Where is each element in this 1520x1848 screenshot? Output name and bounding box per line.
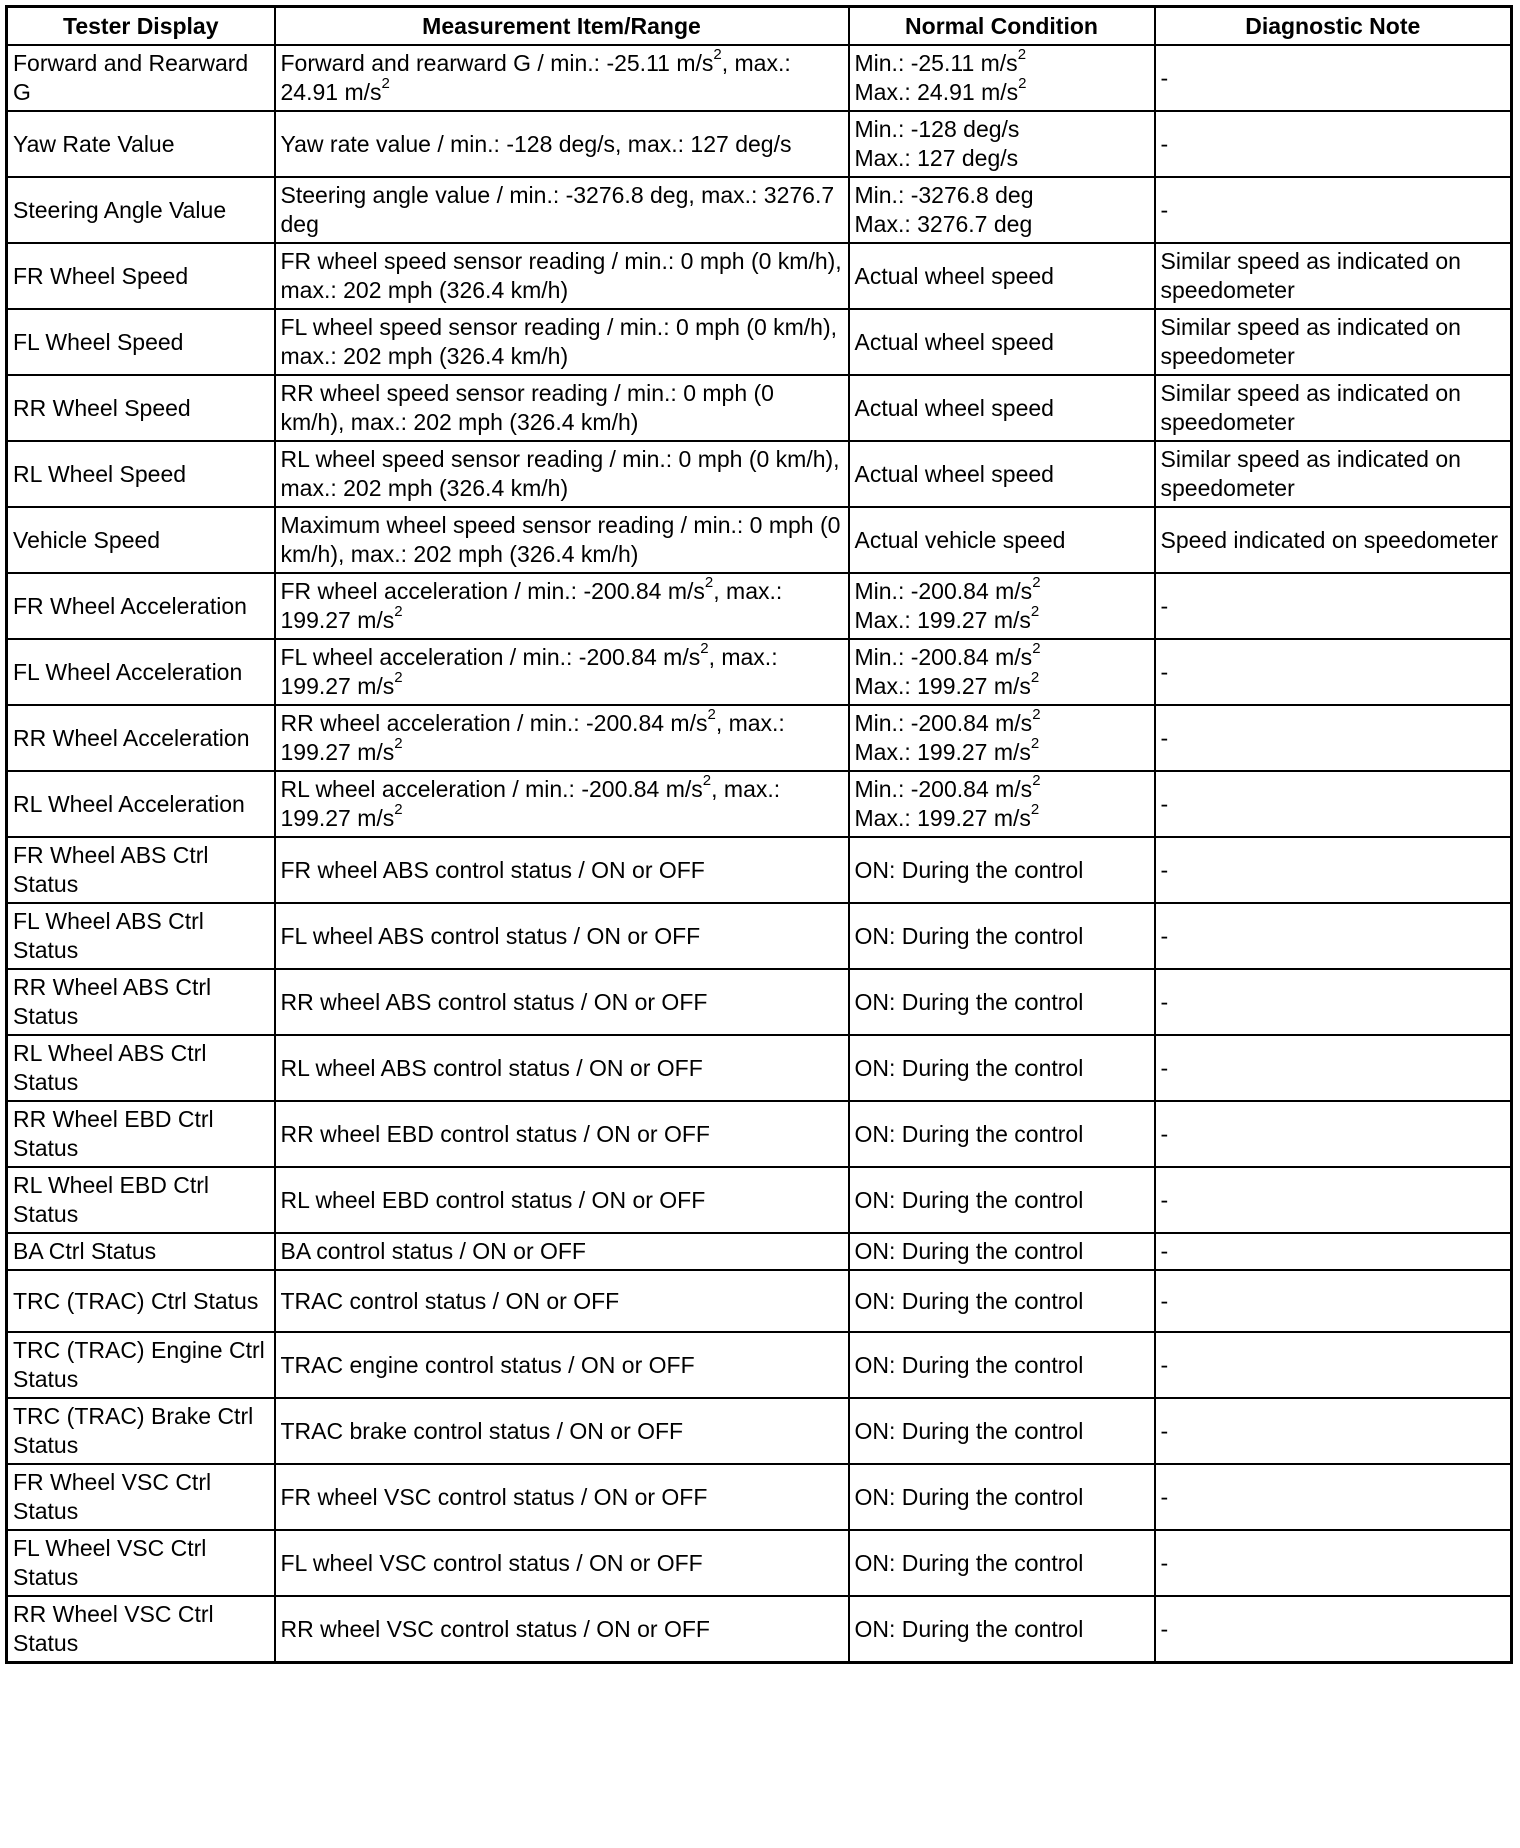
cell-tester-display: FL Wheel Speed [7, 309, 275, 375]
normal-condition-line: Min.: -25.11 $m/s^2$ [854, 46, 1027, 76]
normal-condition-line: Max.: 199.27 $m/s^2$ [854, 669, 1040, 699]
cell-normal-condition [849, 771, 1155, 837]
cell-normal-condition [849, 1167, 1155, 1233]
cell-normal-condition [849, 1530, 1155, 1596]
normal-condition-line: Min.: -128 deg/s [854, 116, 1020, 142]
cell-measurement-range: RL wheel speed sensor reading / min.: 0 mph (0 km/h), max.: 202 mph (326.4 km/h) [275, 441, 849, 507]
cell-normal-condition [849, 837, 1155, 903]
cell-normal-condition [849, 969, 1155, 1035]
cell-tester-display: TRC (TRAC) Engine Ctrl Status [7, 1332, 275, 1398]
cell-measurement-range: FL wheel ABS control status / ON or OFF [275, 903, 849, 969]
normal-condition-line: ON: During the control [854, 1483, 1084, 1510]
table-row [7, 243, 1512, 309]
table-row [7, 639, 1512, 705]
table-row [7, 45, 1512, 111]
cell-tester-display: FR Wheel Speed [7, 243, 275, 309]
table-header [7, 7, 1512, 46]
cell-tester-display: TRC (TRAC) Ctrl Status [7, 1270, 275, 1332]
normal-condition-line: Actual wheel speed [854, 328, 1054, 355]
data-list-table [5, 5, 1513, 1664]
cell-tester-display: RL Wheel EBD Ctrl Status [7, 1167, 275, 1233]
cell-diagnostic-note: - [1155, 573, 1512, 639]
cell-measurement-range: RR wheel VSC control status / ON or OFF [275, 1596, 849, 1663]
table-row [7, 1332, 1512, 1398]
cell-tester-display: Yaw Rate Value [7, 111, 275, 177]
cell-diagnostic-note: Similar speed as indicated on speedometer [1155, 375, 1512, 441]
cell-normal-condition [849, 1596, 1155, 1663]
cell-measurement-range: Forward and rearward G / min.: -25.11 $m/s^2$, max.: 24.91 $m/s^2$ [275, 45, 849, 111]
cell-diagnostic-note: - [1155, 111, 1512, 177]
cell-measurement-range: FR wheel acceleration / min.: -200.84 $m/s^2$, max.: 199.27 $m/s^2$ [275, 573, 849, 639]
cell-measurement-range: RR wheel speed sensor reading / min.: 0 mph (0 km/h), max.: 202 mph (326.4 km/h) [275, 375, 849, 441]
normal-condition-line: Actual wheel speed [854, 460, 1054, 487]
cell-measurement-range: Steering angle value / min.: -3276.8 deg, max.: 3276.7 deg [275, 177, 849, 243]
cell-tester-display: FL Wheel ABS Ctrl Status [7, 903, 275, 969]
cell-tester-display: FL Wheel VSC Ctrl Status [7, 1530, 275, 1596]
normal-condition-line: Min.: -200.84 $m/s^2$ [854, 772, 1041, 802]
table-row [7, 507, 1512, 573]
header-measurement-item-range: Measurement Item/Range [275, 7, 849, 46]
cell-diagnostic-note: - [1155, 1270, 1512, 1332]
cell-measurement-range: RL wheel acceleration / min.: -200.84 $m/s^2$, max.: 199.27 $m/s^2$ [275, 771, 849, 837]
normal-condition-line: Max.: 199.27 $m/s^2$ [854, 603, 1040, 633]
cell-normal-condition [849, 111, 1155, 177]
table-row [7, 111, 1512, 177]
cell-diagnostic-note: - [1155, 1101, 1512, 1167]
cell-tester-display: RL Wheel Speed [7, 441, 275, 507]
table-row [7, 837, 1512, 903]
normal-condition-line: ON: During the control [854, 1054, 1084, 1081]
normal-condition-line: ON: During the control [854, 1615, 1084, 1642]
normal-condition-line: Min.: -200.84 $m/s^2$ [854, 706, 1041, 736]
cell-normal-condition [849, 375, 1155, 441]
header-tester-display: Tester Display [7, 7, 275, 46]
cell-diagnostic-note: - [1155, 1233, 1512, 1270]
cell-diagnostic-note: - [1155, 903, 1512, 969]
normal-condition-line: Actual wheel speed [854, 262, 1054, 289]
normal-condition-line: ON: During the control [854, 1417, 1084, 1444]
cell-normal-condition [849, 573, 1155, 639]
table-row [7, 1596, 1512, 1663]
cell-normal-condition [849, 903, 1155, 969]
cell-tester-display: RR Wheel ABS Ctrl Status [7, 969, 275, 1035]
cell-measurement-range: FL wheel acceleration / min.: -200.84 $m/s^2$, max.: 199.27 $m/s^2$ [275, 639, 849, 705]
table-row [7, 375, 1512, 441]
cell-measurement-range: RR wheel ABS control status / ON or OFF [275, 969, 849, 1035]
normal-condition-line: ON: During the control [854, 1120, 1084, 1147]
cell-measurement-range: RL wheel ABS control status / ON or OFF [275, 1035, 849, 1101]
cell-tester-display: Steering Angle Value [7, 177, 275, 243]
cell-tester-display: FR Wheel VSC Ctrl Status [7, 1464, 275, 1530]
normal-condition-line: Max.: 3276.7 deg [854, 211, 1033, 237]
table-row [7, 1270, 1512, 1332]
table-row [7, 903, 1512, 969]
table-row [7, 771, 1512, 837]
cell-diagnostic-note: - [1155, 1332, 1512, 1398]
cell-tester-display: RL Wheel Acceleration [7, 771, 275, 837]
normal-condition-line: Actual vehicle speed [854, 526, 1066, 553]
table-row [7, 1035, 1512, 1101]
cell-normal-condition [849, 639, 1155, 705]
table-row [7, 309, 1512, 375]
cell-diagnostic-note: - [1155, 177, 1512, 243]
cell-measurement-range: FR wheel VSC control status / ON or OFF [275, 1464, 849, 1530]
header-normal-condition: Normal Condition [849, 7, 1155, 46]
cell-measurement-range: TRAC control status / ON or OFF [275, 1270, 849, 1332]
cell-tester-display: RR Wheel Speed [7, 375, 275, 441]
cell-tester-display: RL Wheel ABS Ctrl Status [7, 1035, 275, 1101]
normal-condition-line: ON: During the control [854, 922, 1084, 949]
cell-tester-display: RR Wheel VSC Ctrl Status [7, 1596, 275, 1663]
cell-diagnostic-note: - [1155, 1530, 1512, 1596]
cell-tester-display: TRC (TRAC) Brake Ctrl Status [7, 1398, 275, 1464]
cell-diagnostic-note: - [1155, 1035, 1512, 1101]
cell-measurement-range: TRAC engine control status / ON or OFF [275, 1332, 849, 1398]
cell-tester-display: Forward and Rearward G [7, 45, 275, 111]
cell-measurement-range: RR wheel EBD control status / ON or OFF [275, 1101, 849, 1167]
table-row [7, 969, 1512, 1035]
normal-condition-line: ON: During the control [854, 1186, 1084, 1213]
cell-tester-display: FR Wheel ABS Ctrl Status [7, 837, 275, 903]
normal-condition-line: Min.: -3276.8 deg [854, 182, 1034, 208]
table-row [7, 705, 1512, 771]
cell-diagnostic-note: - [1155, 705, 1512, 771]
normal-condition-line: Max.: 127 deg/s [854, 145, 1019, 171]
cell-diagnostic-note: - [1155, 1596, 1512, 1663]
table-row [7, 1101, 1512, 1167]
cell-normal-condition [849, 705, 1155, 771]
cell-tester-display: BA Ctrl Status [7, 1233, 275, 1270]
cell-measurement-range: FR wheel speed sensor reading / min.: 0 mph (0 km/h), max.: 202 mph (326.4 km/h) [275, 243, 849, 309]
cell-normal-condition [849, 1233, 1155, 1270]
cell-tester-display: RR Wheel Acceleration [7, 705, 275, 771]
cell-measurement-range: FL wheel VSC control status / ON or OFF [275, 1530, 849, 1596]
normal-condition-line: ON: During the control [854, 856, 1084, 883]
cell-diagnostic-note: - [1155, 45, 1512, 111]
cell-diagnostic-note: - [1155, 1398, 1512, 1464]
cell-normal-condition [849, 1035, 1155, 1101]
cell-diagnostic-note: Similar speed as indicated on speedometer [1155, 309, 1512, 375]
header-diagnostic-note: Diagnostic Note [1155, 7, 1512, 46]
cell-normal-condition [849, 507, 1155, 573]
normal-condition-line: ON: During the control [854, 1351, 1084, 1378]
cell-tester-display: FR Wheel Acceleration [7, 573, 275, 639]
normal-condition-line: Min.: -200.84 $m/s^2$ [854, 574, 1041, 604]
cell-normal-condition [849, 243, 1155, 309]
normal-condition-line: ON: During the control [854, 1238, 1084, 1264]
cell-normal-condition [849, 1270, 1155, 1332]
table-row [7, 1233, 1512, 1270]
cell-measurement-range: TRAC brake control status / ON or OFF [275, 1398, 849, 1464]
table-row [7, 177, 1512, 243]
table-row [7, 1530, 1512, 1596]
page [5, 5, 1510, 1664]
cell-diagnostic-note: Similar speed as indicated on speedometer [1155, 441, 1512, 507]
cell-normal-condition [849, 1398, 1155, 1464]
table-row [7, 441, 1512, 507]
cell-tester-display: RR Wheel EBD Ctrl Status [7, 1101, 275, 1167]
cell-normal-condition [849, 45, 1155, 111]
cell-measurement-range: FL wheel speed sensor reading / min.: 0 mph (0 km/h), max.: 202 mph (326.4 km/h) [275, 309, 849, 375]
normal-condition-line: Max.: 199.27 $m/s^2$ [854, 735, 1040, 765]
table-row [7, 1398, 1512, 1464]
normal-condition-line: Min.: -200.84 $m/s^2$ [854, 640, 1041, 670]
cell-normal-condition [849, 177, 1155, 243]
cell-normal-condition [849, 441, 1155, 507]
cell-measurement-range: Maximum wheel speed sensor reading / min.: 0 mph (0 km/h), max.: 202 mph (326.4 km/h) [275, 507, 849, 573]
normal-condition-line: Max.: 24.91 $m/s^2$ [854, 75, 1027, 105]
cell-measurement-range: BA control status / ON or OFF [275, 1233, 849, 1270]
cell-normal-condition [849, 1101, 1155, 1167]
cell-measurement-range: RR wheel acceleration / min.: -200.84 $m/s^2$, max.: 199.27 $m/s^2$ [275, 705, 849, 771]
cell-diagnostic-note: - [1155, 771, 1512, 837]
normal-condition-line: ON: During the control [854, 1287, 1084, 1314]
cell-diagnostic-note: - [1155, 1464, 1512, 1530]
table-row [7, 1167, 1512, 1233]
cell-normal-condition [849, 309, 1155, 375]
cell-diagnostic-note: - [1155, 1167, 1512, 1233]
cell-normal-condition [849, 1464, 1155, 1530]
cell-diagnostic-note: Speed indicated on speedometer [1155, 507, 1512, 573]
table-row [7, 573, 1512, 639]
table-row [7, 1464, 1512, 1530]
normal-condition-line: Actual wheel speed [854, 394, 1054, 421]
cell-measurement-range: FR wheel ABS control status / ON or OFF [275, 837, 849, 903]
header-row [7, 7, 1512, 46]
cell-measurement-range: RL wheel EBD control status / ON or OFF [275, 1167, 849, 1233]
cell-tester-display: FL Wheel Acceleration [7, 639, 275, 705]
cell-diagnostic-note: - [1155, 837, 1512, 903]
cell-normal-condition [849, 1332, 1155, 1398]
cell-measurement-range: Yaw rate value / min.: -128 deg/s, max.: 127 deg/s [275, 111, 849, 177]
cell-diagnostic-note: - [1155, 639, 1512, 705]
normal-condition-line: ON: During the control [854, 988, 1084, 1015]
cell-diagnostic-note: Similar speed as indicated on speedometer [1155, 243, 1512, 309]
cell-diagnostic-note: - [1155, 969, 1512, 1035]
normal-condition-line: Max.: 199.27 $m/s^2$ [854, 801, 1040, 831]
cell-tester-display: Vehicle Speed [7, 507, 275, 573]
normal-condition-line: ON: During the control [854, 1549, 1084, 1576]
table-body [7, 45, 1512, 1663]
